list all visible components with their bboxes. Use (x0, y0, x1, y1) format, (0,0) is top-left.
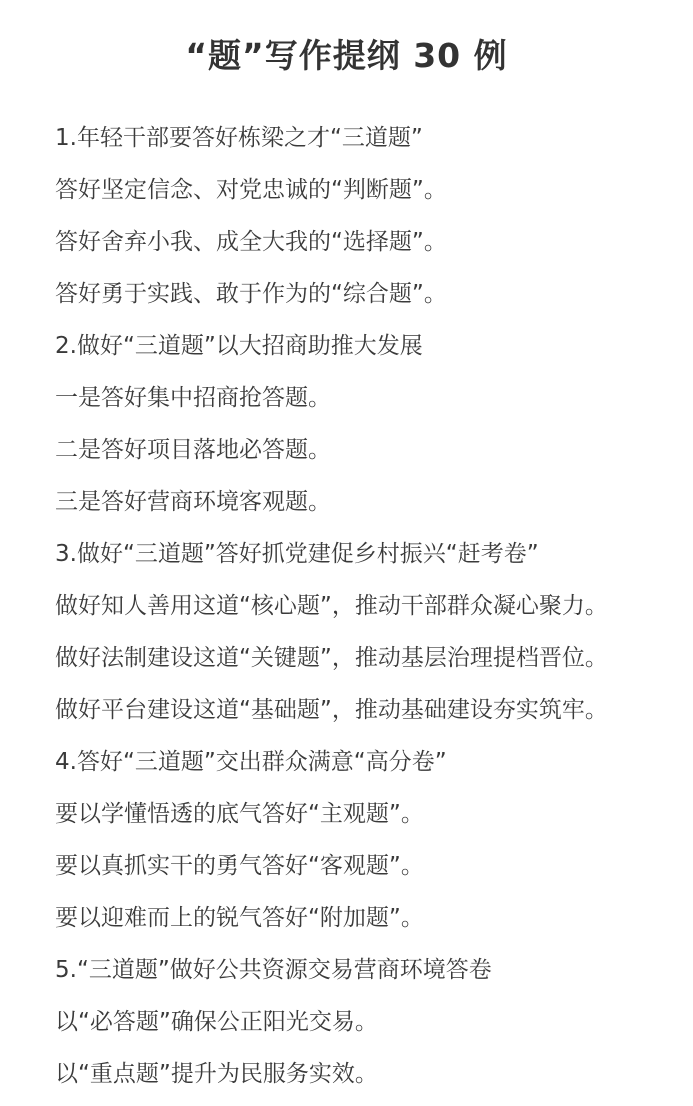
outline-list (55, 118, 691, 1106)
outline-line: 以“必答题”确保公正阳光交易。 (55, 1009, 378, 1035)
outline-line: 做好知人善用这道“核心题”，推动干部群众凝心聚力。 (55, 593, 608, 619)
outline-line: 答好舍弃小我、成全大我的“选择题”。 (55, 229, 447, 255)
outline-line: 三是答好营商环境客观题。 (55, 489, 331, 515)
outline-line: 要以迎难而上的锐气答好“附加题”。 (55, 905, 424, 931)
outline-line: 二是答好项目落地必答题。 (55, 437, 331, 463)
outline-line: 要以学懂悟透的底气答好“主观题”。 (55, 801, 424, 827)
outline-line: 5.“三道题”做好公共资源交易营商环境答卷 (55, 957, 492, 983)
outline-line: 2.做好“三道题”以大招商助推大发展 (55, 333, 423, 359)
document-title: “题”写作提纲 30 例 (185, 36, 508, 75)
outline-line: 要以真抓实干的勇气答好“客观题”。 (55, 853, 424, 879)
outline-line: 以“重点题”提升为民服务实效。 (55, 1061, 378, 1087)
outline-line: 做好平台建设这道“基础题”，推动基础建设夯实筑牢。 (55, 697, 608, 723)
outline-line: 答好勇于实践、敢于作为的“综合题”。 (55, 281, 447, 307)
outline-line: 4.答好“三道题”交出群众满意“高分卷” (55, 749, 447, 775)
outline-line: 一是答好集中招商抢答题。 (55, 385, 331, 411)
outline-line: 3.做好“三道题”答好抓党建促乡村振兴“赶考卷” (55, 541, 539, 567)
outline-line: 1.年轻干部要答好栋梁之才“三道题” (55, 125, 423, 151)
outline-line: 做好法制建设这道“关键题”，推动基层治理提档晋位。 (55, 645, 608, 671)
outline-line: 答好坚定信念、对党忠诚的“判断题”。 (55, 177, 447, 203)
